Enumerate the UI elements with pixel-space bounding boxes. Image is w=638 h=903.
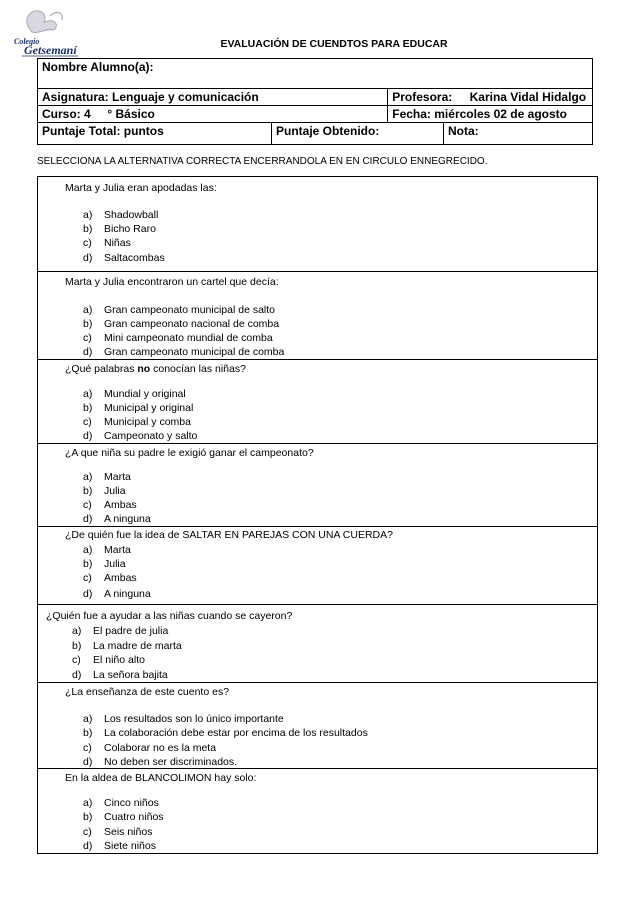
option[interactable]: d) A ninguna xyxy=(83,588,151,600)
school-logo xyxy=(10,8,85,60)
option[interactable]: b) Municipal y original xyxy=(83,402,194,414)
option[interactable]: b) Gran campeonato nacional de comba xyxy=(83,318,280,330)
question-text: ¿A que niña su padre le exigió ganar el campeonato? xyxy=(65,447,314,459)
option[interactable]: a) El padre de julia xyxy=(72,625,169,637)
option[interactable]: b) Cuatro niños xyxy=(83,811,164,823)
question-block xyxy=(37,768,598,854)
total-score-cell: Puntaje Total: puntos xyxy=(38,123,272,145)
option[interactable]: d) Campeonato y salto xyxy=(83,430,198,442)
option[interactable]: c) Municipal y comba xyxy=(83,416,191,428)
option[interactable]: c) Mini campeonato mundial de comba xyxy=(83,332,273,344)
option[interactable]: a) Los resultados son lo único importante xyxy=(83,713,284,725)
question-block xyxy=(37,443,598,526)
teacher-cell xyxy=(388,89,593,106)
question-text: En la aldea de BLANCOLIMON hay solo: xyxy=(65,772,257,784)
option[interactable]: a) Cinco niños xyxy=(83,797,159,809)
question-block xyxy=(37,271,598,359)
svg-text:Colegio: Colegio xyxy=(14,37,40,46)
option[interactable]: c) Seis niños xyxy=(83,826,153,838)
question-block xyxy=(37,359,598,443)
question-block xyxy=(37,526,598,604)
teacher-name: Karina Vidal Hidalgo xyxy=(469,90,587,104)
question-text: Marta y Julia eran apodadas las: xyxy=(65,182,217,194)
option[interactable]: b) Julia xyxy=(83,558,126,570)
question-text: ¿De quién fue la idea de SALTAR EN PAREJAS CON UNA CUERDA? xyxy=(65,529,393,541)
obtained-score-cell: Puntaje Obtenido: xyxy=(272,123,444,145)
grade-cell: Nota: xyxy=(444,123,593,145)
option[interactable]: d) Gran campeonato municipal de comba xyxy=(83,346,285,358)
option[interactable]: a) Gran campeonato municipal de salto xyxy=(83,304,276,316)
option[interactable]: b) La colaboración debe estar por encima de los resultados xyxy=(83,727,368,739)
option[interactable]: c) Ambas xyxy=(83,572,137,584)
option[interactable]: d) Siete niños xyxy=(83,840,156,852)
option[interactable]: a) Marta xyxy=(83,544,131,556)
subject-cell: Asignatura: Lenguaje y comunicación xyxy=(38,89,388,106)
student-name-field: Nombre Alumno(a): xyxy=(38,59,593,89)
option[interactable]: d) A ninguna xyxy=(83,513,151,525)
question-text: ¿Quién fue a ayudar a las niñas cuando se cayeron? xyxy=(46,610,293,622)
question-block xyxy=(37,604,598,682)
svg-text:Getsemaní: Getsemaní xyxy=(24,43,77,57)
option[interactable]: d) No deben ser discriminados. xyxy=(83,756,238,768)
instructions: SELECCIONA LA ALTERNATIVA CORRECTA ENCERRANDOLA EN EN CIRCULO ENNEGRECIDO. xyxy=(37,156,488,167)
option[interactable]: a) Shadowball xyxy=(83,209,159,221)
question-text: ¿Qué palabras no conocían las niñas? xyxy=(65,363,246,375)
option[interactable]: c) Niñas xyxy=(83,237,131,249)
option[interactable]: d) La señora bajita xyxy=(72,669,168,681)
option[interactable]: c) Ambas xyxy=(83,499,137,511)
option[interactable]: d) Saltacombas xyxy=(83,252,165,264)
question-block xyxy=(37,176,598,271)
option[interactable]: c) El niño alto xyxy=(72,654,145,666)
question-text: ¿La enseñanza de este cuento es? xyxy=(65,686,230,698)
option[interactable]: b) La madre de marta xyxy=(72,640,182,652)
teacher-label: Profesora: xyxy=(392,90,453,104)
page-title: EVALUACIÓN DE CUENDTOS PARA EDUCAR xyxy=(220,38,448,50)
option[interactable]: a) Mundial y original xyxy=(83,388,186,400)
option[interactable]: b) Bicho Raro xyxy=(83,223,156,235)
student-info-table xyxy=(37,58,593,145)
date-cell: Fecha: miércoles 02 de agosto xyxy=(388,106,593,123)
course-cell: Curso: 4 ° Básico xyxy=(38,106,388,123)
option[interactable]: c) Colaborar no es la meta xyxy=(83,742,217,754)
option[interactable]: b) Julia xyxy=(83,485,126,497)
option[interactable]: a) Marta xyxy=(83,471,131,483)
question-text: Marta y Julia encontraron un cartel que decía: xyxy=(65,276,279,288)
question-block xyxy=(37,682,598,768)
